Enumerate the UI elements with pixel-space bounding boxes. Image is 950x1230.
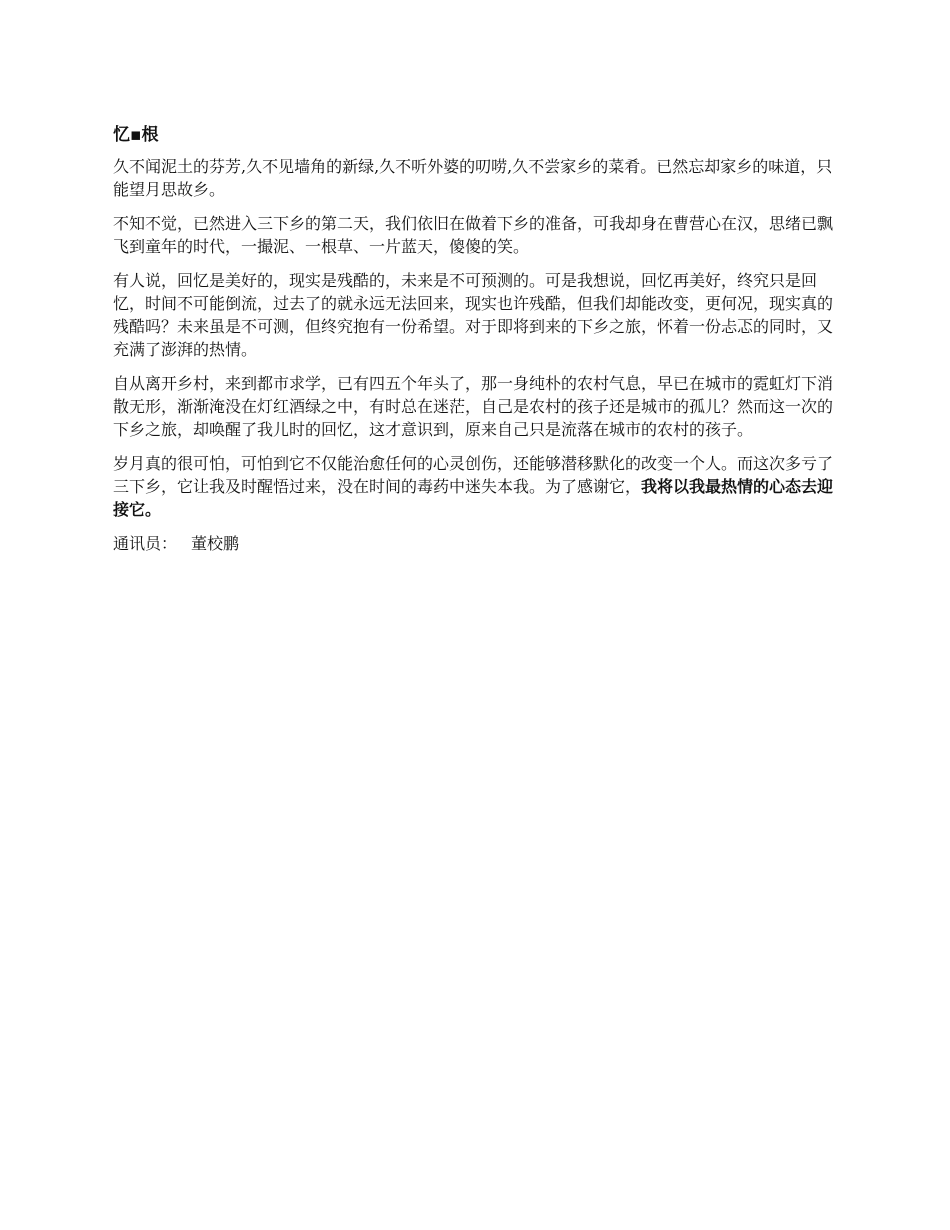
author-line xyxy=(113,532,843,555)
document-title: 忆▪根 xyxy=(113,125,159,145)
paragraph-5-text: 岁月真的很可怕，可怕到它不仅能治愈任何的心灵创伤，还能够潜移默化的改变一个人。而这次多亏了三下乡，它让我及时醒悟过来，没在时间的毒药中迷失本我。为了感谢它， xyxy=(113,454,834,496)
paragraph-5 xyxy=(113,452,843,521)
paragraph-4: 自从离开乡村，来到都市求学，已有四五个年头了，那一身纯朴的农村气息，早已在城市的霓虹灯下消散无形，渐渐淹没在灯红酒绿之中，有时总在迷茫，自己是农村的孩子还是城市的孤儿？然而这一次的下乡之旅，却唤醒了我儿时的回忆，这才意识到，原来自己只是流落在城市的农村的孩子。 xyxy=(113,374,834,439)
document-page xyxy=(113,122,843,555)
paragraph-1: 久不闻泥土的芬芳,久不见墙角的新绿,久不听外婆的叨唠,久不尝家乡的菜肴。已然忘却家乡的味道，只能望月思故乡。 xyxy=(113,157,833,199)
author-name: 董校鹏 xyxy=(191,534,240,553)
paragraph-3: 有人说，回忆是美好的，现实是残酷的，未来是不可预测的。可是我想说，回忆再美好，终究只是回忆，时间不可能倒流，过去了的就永远无法回来，现实也许残酷，但我们却能改变，更何况，现实真的残酷吗？未来虽是不可测，但终究抱有一份希望。对于即将到来的下乡之旅，怀着一份忐忑的同时，又充满了澎湃的热情。 xyxy=(113,271,834,359)
paragraph-2: 不知不觉，已然进入三下乡的第二天，我们依旧在做着下乡的准备，可我却身在曹营心在汉，思绪已飘飞到童年的时代，一撮泥、一根草、一片蓝天，傻傻的笑。 xyxy=(113,214,834,256)
paragraph-5-bold-tail: 我将以我最热情的心态去迎接它。 xyxy=(113,477,834,519)
author-label: 通讯员： xyxy=(113,534,178,553)
